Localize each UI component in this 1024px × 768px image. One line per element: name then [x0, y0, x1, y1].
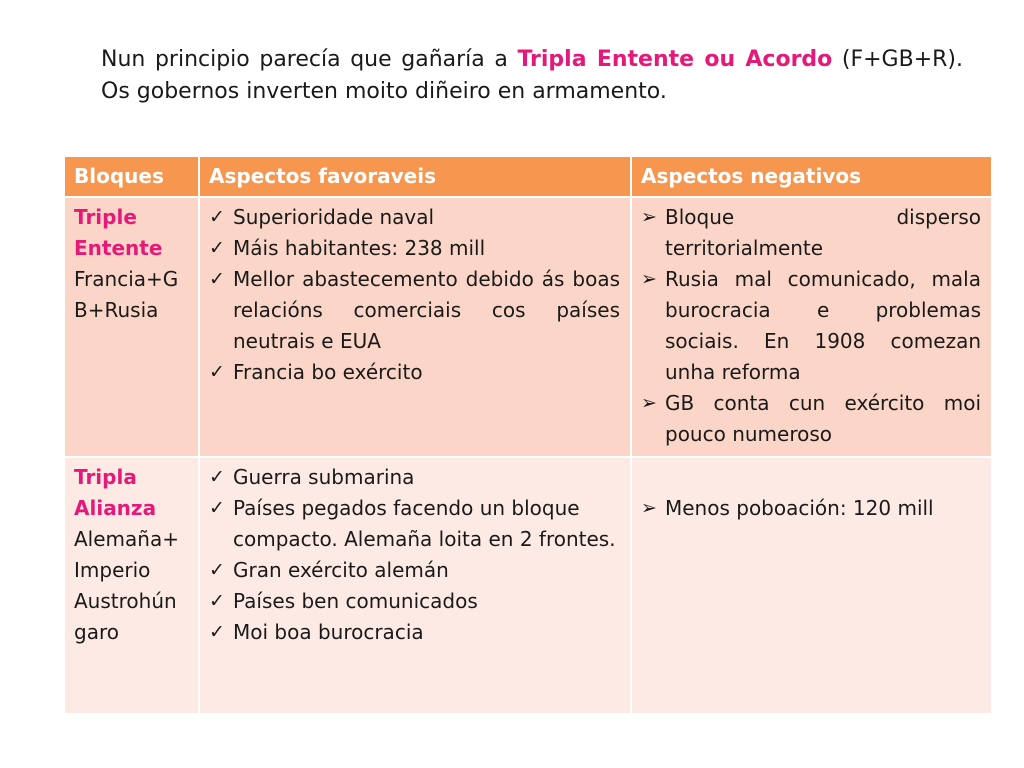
- header-favorable: Aspectos favoraveis: [199, 157, 631, 197]
- arrow-bullet-icon: ➢: [641, 206, 657, 228]
- list-item: [209, 586, 620, 617]
- favorable-list: [209, 462, 620, 648]
- header-bloques: Bloques: [65, 157, 199, 197]
- list-item: [209, 357, 620, 388]
- table-row-tripla-alianza: [65, 457, 992, 714]
- list-item-text: Mellor abastecemento debido ás boas relacións comerciais cos países neutrais e EUA: [233, 267, 620, 353]
- check-icon: ✓: [209, 361, 225, 383]
- list-item-text: Gran exército alemán: [233, 558, 449, 582]
- list-item-text: Guerra submarina: [233, 465, 415, 489]
- favorable-cell: [199, 197, 631, 457]
- table-header-row: [65, 157, 992, 197]
- list-item-text: Países pegados facendo un bloque compacto. Alemaña loita en 2 frontes.: [233, 496, 616, 551]
- list-item: [641, 202, 981, 264]
- list-item-text: Moi boa burocracia: [233, 620, 424, 644]
- check-icon: ✓: [209, 559, 225, 581]
- check-icon: ✓: [209, 237, 225, 259]
- arrow-bullet-icon: ➢: [641, 268, 657, 290]
- negative-cell: [631, 457, 992, 714]
- check-icon: ✓: [209, 590, 225, 612]
- bloc-cell: [65, 457, 199, 714]
- intro-text: [101, 44, 963, 108]
- list-item: [641, 388, 981, 450]
- intro-highlight: Tripla Entente ou Acordo: [517, 47, 833, 72]
- list-item-text: Francia bo exército: [233, 360, 423, 384]
- list-item-text: Superioridade naval: [233, 205, 435, 229]
- list-item: [641, 264, 981, 388]
- check-icon: ✓: [209, 497, 225, 519]
- list-item: [209, 264, 620, 357]
- list-item-text: Bloque disperso territorialmente: [665, 205, 981, 260]
- negative-list: [641, 493, 981, 524]
- list-item-text: Máis habitantes: 238 mill: [233, 236, 486, 260]
- spacer: [641, 462, 981, 493]
- blocs-table: [65, 157, 993, 715]
- negative-cell: [631, 197, 992, 457]
- bloc-members: Francia+GB+Rusia: [74, 267, 179, 322]
- list-item-text: GB conta cun exército moi pouco numeroso: [665, 391, 981, 446]
- list-item: [641, 493, 981, 524]
- intro-part1: Nun principio parecía que gañaría a: [101, 47, 518, 72]
- list-item: [209, 493, 620, 555]
- arrow-bullet-icon: ➢: [641, 392, 657, 414]
- bloc-name: Triple Entente: [74, 205, 163, 260]
- bloc-members: Alemaña+ Imperio Austrohúngaro: [74, 527, 179, 644]
- list-item: [209, 202, 620, 233]
- list-item: [209, 462, 620, 493]
- bloc-name: Tripla Alianza: [74, 465, 157, 520]
- list-item-text: Países ben comunicados: [233, 589, 478, 613]
- list-item: [209, 617, 620, 648]
- table-row-triple-entente: [65, 197, 992, 457]
- check-icon: ✓: [209, 206, 225, 228]
- check-icon: ✓: [209, 621, 225, 643]
- list-item-text: Menos poboación: 120 mill: [665, 496, 934, 520]
- arrow-bullet-icon: ➢: [641, 497, 657, 519]
- negative-list: [641, 202, 981, 450]
- list-item-text: Rusia mal comunicado, mala burocracia e problemas sociais. En 1908 comezan unha reforma: [665, 267, 981, 384]
- bloc-cell: [65, 197, 199, 457]
- check-icon: ✓: [209, 268, 225, 290]
- favorable-list: [209, 202, 620, 388]
- list-item: [209, 233, 620, 264]
- header-negative: Aspectos negativos: [631, 157, 992, 197]
- check-icon: ✓: [209, 466, 225, 488]
- intro-part2: (F+GB+R). Os gobernos inverten moito diñeiro en armamento.: [101, 47, 963, 104]
- favorable-cell: [199, 457, 631, 714]
- list-item: [209, 555, 620, 586]
